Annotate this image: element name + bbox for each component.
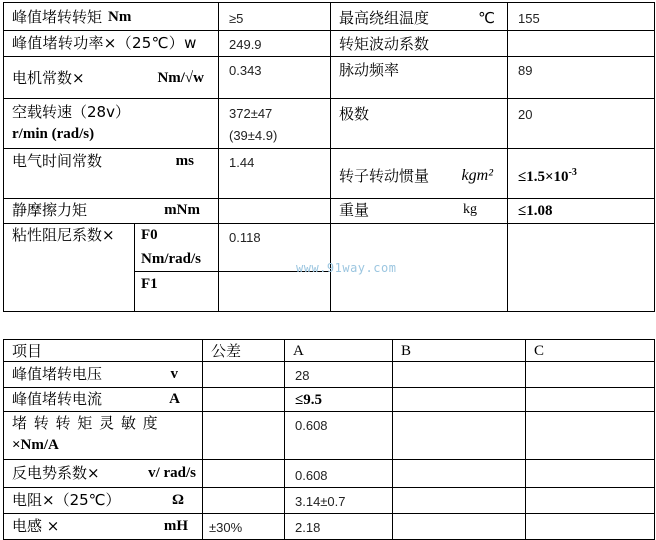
- static-friction-value: [219, 199, 331, 224]
- table-row: 峰值堵转电流 A: [4, 388, 203, 412]
- electrical-time-constant-value: 1.44: [219, 149, 331, 199]
- peak-stall-torque-label: 峰值堵转转矩 Nm: [4, 3, 219, 31]
- electrical-params-table: 项目 公差 A B C 峰值堵转电压 v 28 峰值堵转电流 A ≤9.5 堵 转 转 矩 灵 敏 度 ×Nm/A 0.608 反电势系数× v/ rad/s 0.608 电阻×（25℃） Ω 3.14±0.7 电感 × mH ±30% 2.18: [3, 339, 655, 540]
- weight-value: ≤1.08: [508, 199, 655, 224]
- f0-label: F0 Nm/rad/s: [135, 224, 219, 272]
- watermark: www.91way.com: [296, 261, 397, 275]
- header-b: B: [393, 340, 526, 362]
- torque-ripple-value: [508, 31, 655, 57]
- f1-label: F1: [135, 272, 219, 312]
- max-winding-temp-label: 最高绕组温度 ℃: [331, 3, 508, 31]
- rotor-inertia-value: $\le 1.5\times 10^{-3}$: [508, 149, 655, 199]
- f1-value: [219, 272, 331, 312]
- header-item: 项目: [4, 340, 203, 362]
- table-row: 电阻×（25℃） Ω: [4, 488, 203, 514]
- max-winding-temp-value: 155: [508, 3, 655, 31]
- weight-label: 重量 kg: [331, 199, 508, 224]
- header-a: A: [285, 340, 393, 362]
- no-load-speed-value: 372±47 (39±4.9): [219, 99, 331, 149]
- table-row: 峰值堵转电压 v: [4, 362, 203, 388]
- pulse-frequency-value: 89: [508, 57, 655, 99]
- rotor-inertia-label: 转子转动惯量 kgm²: [331, 149, 508, 199]
- torque-ripple-label: 转矩波动系数: [331, 31, 508, 57]
- header-c: C: [526, 340, 655, 362]
- header-tolerance: 公差: [203, 340, 285, 362]
- empty-cell-2: [508, 224, 655, 312]
- viscous-damping-label: 粘性阻尼系数×: [4, 224, 135, 312]
- pulse-frequency-label: 脉动频率: [331, 57, 508, 99]
- no-load-speed-label: 空载转速（28v） r/min (rad/s): [4, 99, 219, 149]
- static-friction-label: 静摩擦力矩 mNm: [4, 199, 219, 224]
- motor-constant-value: 0.343: [219, 57, 331, 99]
- peak-stall-power-label: 峰值堵转功率×（25℃）w: [4, 31, 219, 57]
- electrical-time-constant-label: 电气时间常数 ms: [4, 149, 219, 199]
- peak-stall-torque-value: ≥5: [219, 3, 331, 31]
- table-row: 反电势系数× v/ rad/s: [4, 460, 203, 488]
- f0-value: 0.118: [219, 224, 331, 272]
- poles-value: 20: [508, 99, 655, 149]
- table-row: 电感 × mH: [4, 514, 203, 540]
- table-row: 堵 转 转 矩 灵 敏 度 ×Nm/A: [4, 412, 203, 460]
- motor-constant-label: 电机常数× Nm/√w: [4, 57, 219, 99]
- poles-label: 极数: [331, 99, 508, 149]
- peak-stall-power-value: 249.9: [219, 31, 331, 57]
